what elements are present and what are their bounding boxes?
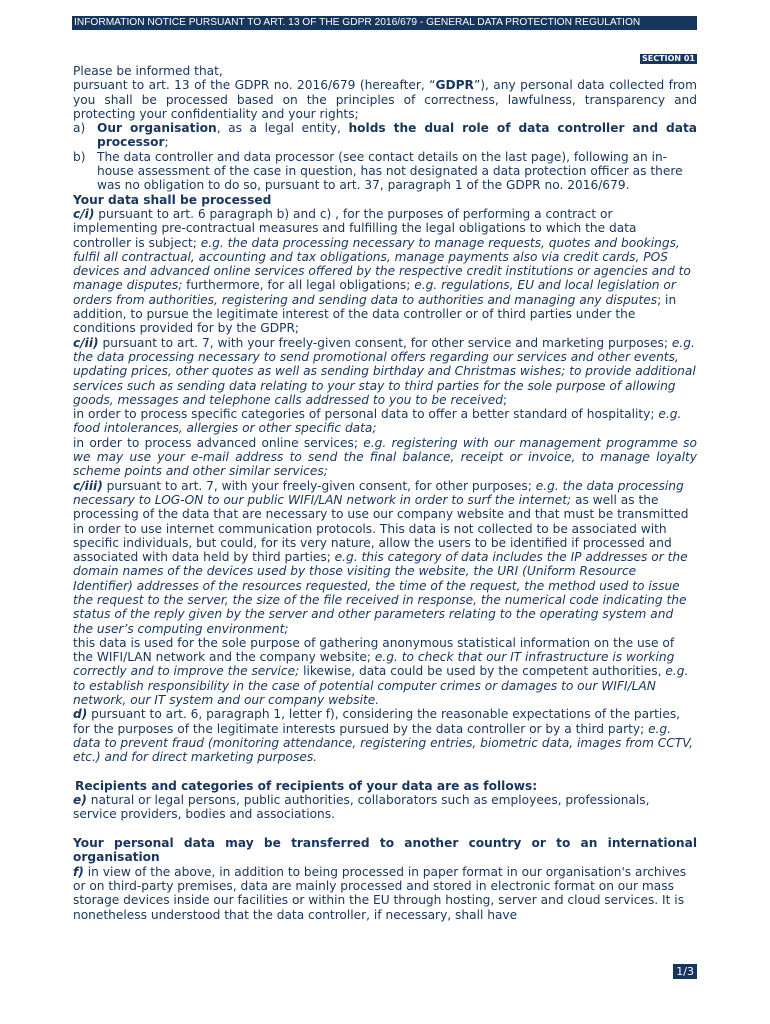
intro-line: Please be informed that, — [73, 64, 223, 78]
stat-text-1: this data is used for the sole purpose of gathering anonymous statistical information on the use of the WIFI/LAN network and the company website; — [73, 635, 675, 665]
ci-example-2: e.g. regulations, EU and local legislation or orders from authorities, registering and sending data to authorities and managing any disputes — [73, 278, 676, 307]
controller-list — [73, 121, 697, 192]
notice-body — [73, 64, 697, 922]
intro-text-b: ”), any personal data collected from you shall be processed based on the principles of correctness, lawfulness, transparency and protecting your confidentiality and your rights; — [73, 78, 697, 121]
label-cii: c/ii) — [73, 335, 99, 350]
stat-example-1: e.g. to check that our IT infrastructure is working correctly and to improve the service; — [73, 650, 675, 679]
label-ci: c/i) — [73, 206, 95, 221]
label-f: f) — [73, 864, 84, 879]
paragraph-d — [73, 707, 697, 764]
recipients-heading: Recipients and categories of recipients of your data are as follows: — [75, 778, 538, 793]
spacer — [73, 765, 697, 779]
paragraph-ci — [73, 207, 697, 336]
paragraph-ciii — [73, 479, 697, 636]
label-e: e) — [73, 793, 87, 808]
online-example: e.g. registering with our management programme so we may use your e-mail address to send the final balance, receipt or invoice, to manage loyalty scheme points and other similar services; — [73, 435, 697, 479]
cii-text-2: ; — [503, 392, 508, 407]
stat-text-2: likewise, data could be used by the competent authorities, — [299, 664, 666, 679]
page-header-bar — [72, 16, 697, 30]
paragraph-statistics — [73, 636, 697, 707]
list-a-end: ; — [164, 135, 169, 150]
ci-text-2: furthermore, for all legal obligations; — [182, 278, 415, 293]
stat-example-2: e.g. to establish responsibility in the case of potential computer crimes or damages to our WIFI/LAN network, our IT system and our company website. — [73, 664, 689, 708]
list-item-a — [73, 121, 697, 150]
paragraph-online-services — [73, 436, 697, 479]
ciii-text-1: pursuant to art. 7, with your freely-given consent, for other purposes; — [102, 478, 536, 493]
list-label-a: a) — [73, 121, 86, 136]
spacer — [73, 822, 697, 836]
header-title: INFORMATION NOTICE PURSUANT TO ART. 13 OF THE GDPR 2016/679 - GENERAL DATA PROTECTION REGULATION — [74, 17, 641, 28]
gdpr-term: GDPR — [435, 78, 474, 93]
ci-text-1: pursuant to art. 6 paragraph b) and c) , for the purposes of performing a contract or implementing pre-contractual measures and fulfilling the legal obligations to which the data controller is subject; — [73, 206, 637, 250]
list-b-text: The data controller and data processor (see contact details on the last page), following an in-house assessment of the case in question, has not designated a data protection officer as there was no obligation to do so, pursuant to art. 37, paragraph 1 of the GDPR no. 2016/679. — [97, 149, 683, 193]
d-example-1: e.g. data to prevent fraud (monitoring attendance, registering entries, biometric data, images from CCTV, etc.) and for direct marketing purposes. — [73, 721, 694, 765]
processing-heading: Your data shall be processed — [73, 192, 272, 207]
ci-text-3: ; in addition, to pursue the legitimate interest of the data controller or of third parties under the conditions provided for by the GDPR; — [73, 292, 677, 336]
f-text: in view of the above, in addition to being processed in paper format in our organisation's archives or on third-party premises, data are mainly processed and stored in electronic format on our mass storage devices inside our facilities or within the EU through hosting, server and cloud services. It is nonetheless understood that the data controller, if necessary, shall have — [73, 864, 687, 922]
organisation-term: Our organisation — [97, 121, 217, 136]
ciii-text-2: as well as the processing of the data that are necessary to use our company website and that must be transmitted in order to use internet communication protocols. This data is not collected to be associated with specific individuals, but could, for its very nature, allow the users to be identified if processed and associated with data held by third parties; — [73, 492, 689, 565]
intro-paragraph — [73, 78, 697, 121]
d-text-1: pursuant to art. 6, paragraph 1, letter f), considering the reasonable expectations of the parties, for the purposes of the legitimate interests pursued by the data controller or by a third party; — [73, 707, 681, 736]
online-text: in order to process advanced online services; — [73, 435, 364, 450]
e-text: natural or legal persons, public authorities, collaborators such as employees, professionals, service providers, bodies and associations. — [73, 793, 650, 822]
ci-example-1: e.g. the data processing necessary to manage requests, quotes and bookings, fulfil all contractual, accounting and tax obligations, manage payments also via credit cards, POS devices and advanced online services offered by the respective credit institutions or agencies and to manage disputes; — [73, 235, 691, 293]
ciii-example-1: e.g. the data processing necessary to LOG-ON to our public WIFI/LAN network in order to surf the internet; — [73, 478, 684, 507]
label-ciii: c/iii) — [73, 478, 103, 493]
cii-example-1: e.g. the data processing necessary to send promotional offers regarding our services and other events, updating prices, other quotes as well as sending birthday and Christmas wishes; to provide additional services such as sending data relating to your stay to third parties for the sole purpose of allowing goods, messages and telephone calls addressed to you to be received — [73, 335, 696, 407]
list-item-b — [73, 150, 697, 193]
special-example: e.g. food intolerances, allergies or other specific data; — [73, 407, 682, 436]
paragraph-f — [73, 865, 697, 922]
intro-text-a: pursuant to art. 13 of the GDPR no. 2016/679 (hereafter, “ — [73, 78, 436, 93]
cii-text-1: pursuant to art. 7, with your freely-given consent, for other service and marketing purposes; — [98, 335, 672, 350]
page-number: 1/3 — [673, 964, 697, 979]
section-badge: SECTION 01 — [642, 54, 695, 63]
list-a-text: , as a legal entity, — [216, 121, 349, 136]
special-text: in order to process specific categories of personal data to offer a better standard of hospitality; — [73, 407, 659, 422]
paragraph-special-categories — [73, 407, 697, 436]
list-label-b: b) — [73, 149, 86, 164]
transfer-heading: Your personal data may be transferred to another country or to an international organisation — [73, 836, 697, 865]
dual-role-term: holds the dual role of data controller and data processor — [97, 121, 697, 150]
ciii-example-2: e.g. this category of data includes the IP addresses or the domain names of the devices used by those visiting the website, the URI (Uniform Resource Identifier) addresses of the resources requested, the time of the request, the method used to issue the request to the server, the size of the file received in response, the numerical code indicating the status of the reply given by the server and other parameters relating to the operating system and the user’s computing environment; — [73, 550, 688, 636]
paragraph-e — [73, 793, 697, 822]
paragraph-cii — [73, 336, 697, 407]
label-d: d) — [73, 707, 88, 722]
